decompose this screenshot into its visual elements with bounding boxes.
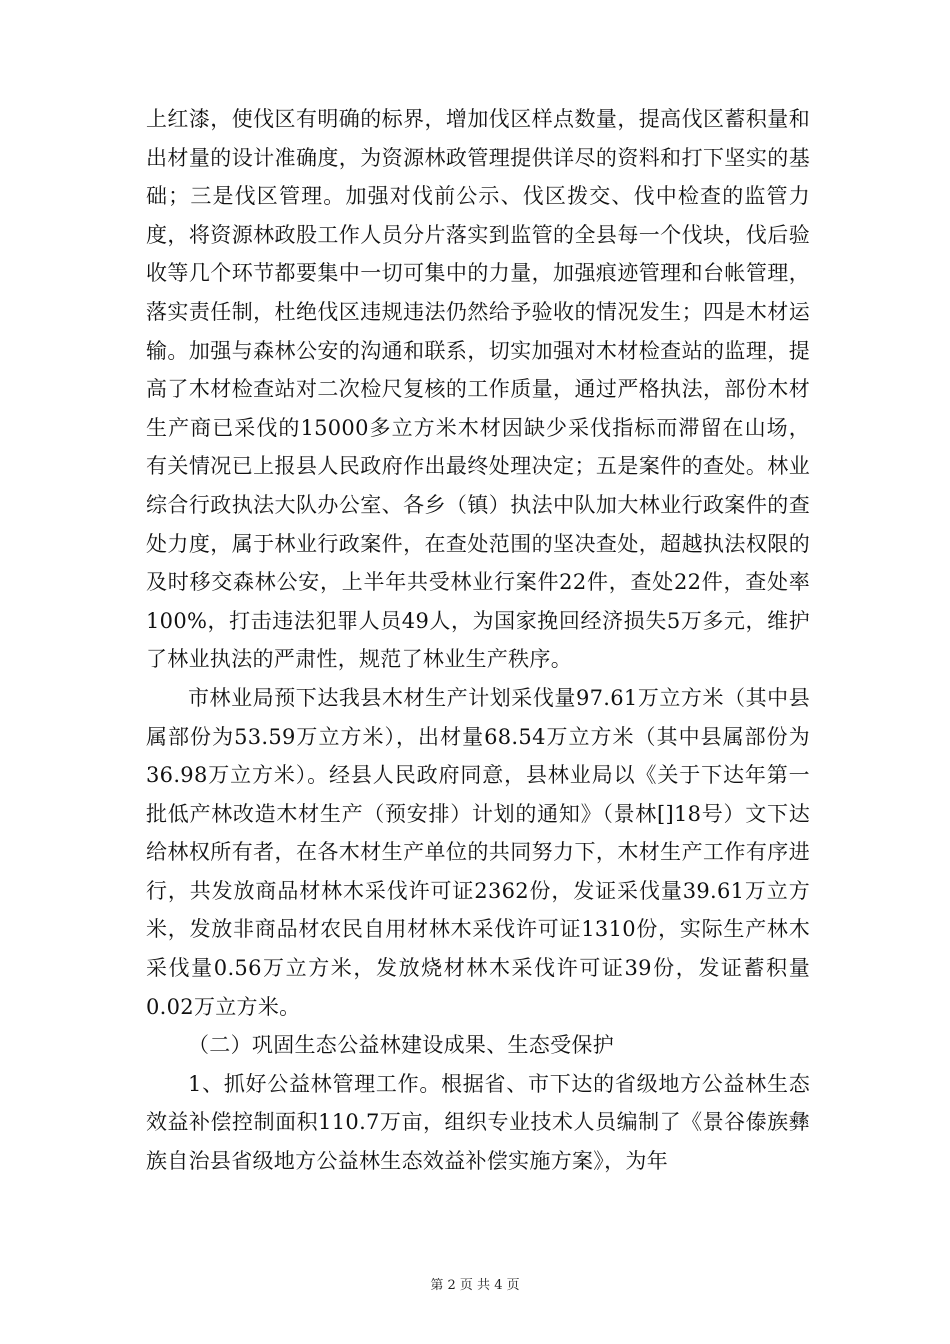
page-footer	[0, 1274, 950, 1293]
document-body	[146, 100, 810, 1181]
body-paragraph-2: 市林业局预下达我县木材生产计划采伐量97.61万立方米（其中县属部份为53.59万立方米），出材量68.54万立方米（其中县属部份为36.98万立方米）。经县人民政府同意，县林业局以《关于下达年第一批低产林改造木材生产（预安排）计划的通知》（景林[]18号）文下达给林权所有者，在各木材生产单位的共同努力下，木材生产工作有序进行，共发放商品材林木采伐许可证2362份，发证采伐量39.61万立方米，发放非商品材农民自用材林木采伐许可证1310份，实际生产林木采伐量0.56万立方米，发放烧材林木采伐许可证39份，发证蓄积量0.02万立方米。	[146, 685, 810, 1019]
body-paragraph-3: 1、抓好公益林管理工作。根据省、市下达的省级地方公益林生态效益补偿控制面积110.7万亩，组织专业技术人员编制了《景谷傣族彝族自治县省级地方公益林生态效益补偿实施方案》，为年	[146, 1071, 810, 1174]
page-number: 第 2 页 共 4 页	[430, 1278, 520, 1293]
body-paragraph-1: 上红漆，使伐区有明确的标界，增加伐区样点数量，提高伐区蓄积量和出材量的设计准确度，为资源林政管理提供详尽的资料和打下坚实的基础；三是伐区管理。加强对伐前公示、伐区拨交、伐中检查的监管力度，将资源林政股工作人员分片落实到监管的全县每一个伐块，伐后验收等几个环节都要集中一切可集中的力量，加强痕迹管理和台帐管理，落实责任制，杜绝伐区违规违法仍然给予验收的情况发生；四是木材运输。加强与森林公安的沟通和联系，切实加强对木材检查站的监理，提高了木材检查站对二次检尺复核的工作质量，通过严格执法，部份木材生产商已采伐的15000多立方米木材因缺少采伐指标而滞留在山场，有关情况已上报县人民政府作出最终处理决定；五是案件的查处。林业综合行政执法大队办公室、各乡（镇）执法中队加大林业行政案件的查处力度，属于林业行政案件，在查处范围的坚决查处，超越执法权限的及时移交森林公安，上半年共受林业行案件22件，查处22件，查处率100%，打击违法犯罪人员49人，为国家挽回经济损失5万多元，维护了林业执法的严肃性，规范了林业生产秩序。	[146, 107, 810, 672]
section-heading: （二）巩固生态公益林建设成果、生态受保护	[188, 1033, 614, 1058]
